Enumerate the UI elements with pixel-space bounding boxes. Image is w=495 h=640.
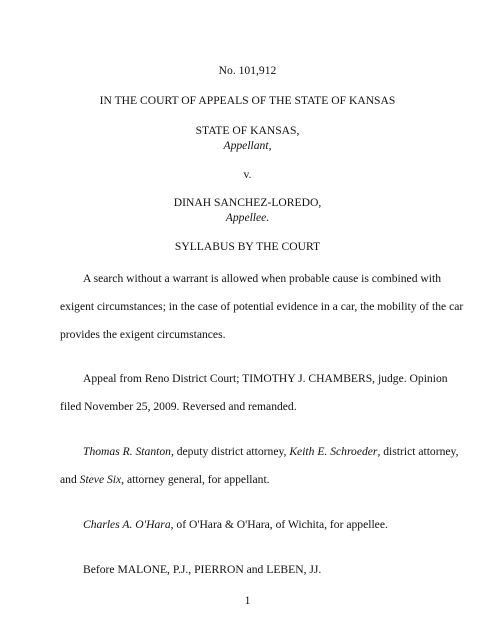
appellant-name: STATE OF KANSAS, [195,124,300,137]
versus: v. [243,168,252,181]
syllabus-line-2: exigent circumstances; in the case of potential evidence in a car, the mobility of the car [60,300,464,313]
appeal-line-1: Appeal from Reno District Court; TIMOTHY J. CHAMBERS, judge. Opinion [83,372,448,385]
syllabus-line-3: provides the exigent circumstances. [60,328,226,341]
counsel-appellant-line-2: and Steve Six, attorney general, for appellant. [60,473,270,486]
page-number: 1 [244,594,251,607]
counsel-appellee: Charles A. O'Hara, of O'Hara & O'Hara, of Wichita, for appellee. [83,518,388,531]
syllabus-heading: SYLLABUS BY THE COURT [174,240,321,253]
appellee-role: Appellee. [225,211,270,224]
appellee-name: DINAH SANCHEZ-LOREDO, [173,196,322,209]
appeal-line-2: filed November 25, 2009. Reversed and remanded. [60,400,297,413]
syllabus-line-1: A search without a warrant is allowed when probable cause is combined with [83,272,442,285]
case-number: No. 101,912 [218,64,277,77]
counsel-appellant-line-1: Thomas R. Stanton, deputy district attorney, Keith E. Schroeder, district attorney, [83,445,459,458]
court-name: IN THE COURT OF APPEALS OF THE STATE OF KANSAS [99,94,396,107]
appellant-role: Appellant, [223,139,272,152]
panel-judges: Before MALONE, P.J., PIERRON and LEBEN, JJ. [83,563,322,576]
